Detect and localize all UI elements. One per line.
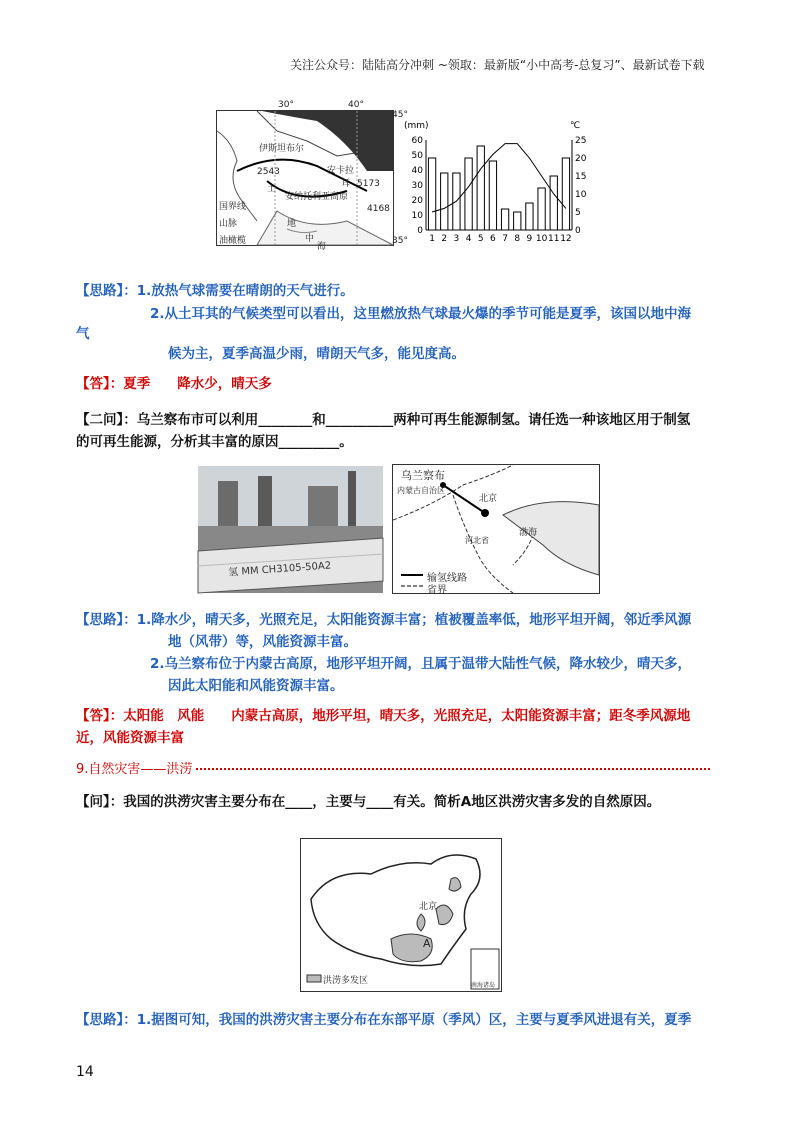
q2-silu-1-text: ：1.降水少，晴天多，光照充足，太阳能资源丰富；植被覆盖率低，地形平坦开阔，邻近季风源 — [123, 612, 692, 628]
precip-bar — [526, 203, 533, 230]
q1-answer: 【答】：夏季 降水少，晴天多 — [76, 376, 272, 392]
month-tick-label: 1 — [429, 234, 435, 244]
neimenggu-label: 内蒙古自治区 — [397, 486, 445, 495]
month-tick-label: 9 — [526, 234, 533, 244]
month-tick-label: 5 — [477, 234, 484, 244]
zhong-label: 中 — [305, 234, 315, 244]
precip-bar — [428, 158, 435, 230]
q2-silu-1 — [76, 610, 691, 630]
turkey-map-drawing — [217, 111, 393, 245]
left-tick-label: 10 — [411, 211, 423, 221]
right-tick-label: 25 — [575, 136, 587, 146]
flood-legend: 洪涝多发区 — [323, 976, 369, 986]
month-tick-label: 8 — [514, 234, 521, 244]
q2-question-1: 【二问】：乌兰察布市可以利用________和__________两种可再生能源制氢。请任选一种该地区用于制氢 — [76, 412, 691, 428]
section-9-title: 9.自然灾害——洪涝 — [76, 762, 196, 777]
q1-silu-tag: 【思路】 — [76, 283, 124, 299]
precip-bar — [562, 158, 569, 230]
q1-silu-1-text: ：1.放热气球需要在晴朗的天气进行。 — [123, 283, 354, 299]
q1-silu-1 — [76, 281, 354, 301]
section-9-heading — [76, 758, 710, 778]
right-tick-label: 0 — [575, 226, 581, 236]
precip-bar — [465, 158, 472, 230]
turkey-map — [216, 110, 394, 252]
precip-bar — [538, 188, 545, 230]
month-tick-label: 2 — [441, 234, 448, 244]
hebei-label: 河北省 — [465, 536, 489, 545]
q2-silu-2: 2.乌兰察布位于内蒙古高原，地形平坦开阔，且属于温带大陆性气候，降水较少，晴天多， — [150, 656, 692, 672]
q2-question-2: 的可再生能源，分析其丰富的原因_________。 — [76, 434, 353, 450]
q2-silu-2b: 因此太阳能和风能资源丰富。 — [168, 678, 344, 694]
month-tick-label: 12 — [560, 234, 572, 244]
china-flood-map — [300, 838, 502, 992]
q2-silu-1b: 地（风带）等，风能资源丰富。 — [168, 634, 357, 650]
peak-4168: 4168 — [367, 204, 390, 214]
page-number: 14 — [76, 1064, 94, 1080]
right-tick-label: 15 — [575, 172, 587, 182]
bohai-label: 渤海 — [519, 528, 538, 538]
ankara-label: 安卡拉 — [327, 166, 355, 176]
q3-question: 【问】：我国的洪涝灾害主要分布在____，主要与____有关。简析A地区洪涝灾害多发的自然原因。 — [76, 794, 661, 810]
precip-bar — [477, 146, 484, 230]
lon-40: 40° — [348, 100, 364, 110]
month-tick-label: 3 — [453, 234, 460, 244]
precip-bar — [489, 161, 496, 230]
temperature-line — [432, 144, 566, 212]
legend-province-border: 省界 — [427, 585, 447, 596]
lat-45: 45° — [392, 110, 408, 120]
q2-silu-tag: 【思路】 — [76, 612, 124, 628]
month-tick-label: 11 — [548, 234, 560, 244]
peak-2543: 2543 — [257, 167, 280, 177]
q3-silu-1-text: ：1.据图可知，我国的洪涝灾害主要分布在东部平原（季风）区，主要与夏季风进退有关，夏季 — [123, 1012, 692, 1028]
lon-30: 30° — [278, 100, 294, 110]
legend-hydrogen-line: 输氢线路 — [427, 573, 467, 584]
tu-label: 土 — [267, 184, 277, 194]
precip-bar — [514, 212, 521, 230]
q2-answer-1: 【答】：太阳能 风能 内蒙古高原，地形平坦，晴天多，光照充足，太阳能资源丰富；距冬季风源地 — [76, 708, 691, 724]
q1-silu-2b: 气 — [76, 326, 90, 342]
q3-silu-1 — [76, 1010, 691, 1030]
lat-35: 35° — [392, 236, 408, 246]
right-unit-label: ℃ — [570, 121, 581, 131]
wulanchabu-label: 乌兰察布 — [401, 469, 445, 482]
page-header: 关注公众号：陆陆高分冲刺 ~领取：最新版“小中高考-总复习”、最新试卷下载 — [290, 58, 705, 72]
month-tick-label: 6 — [490, 234, 496, 244]
left-tick-label: 50 — [411, 151, 423, 161]
right-tick-label: 10 — [575, 190, 587, 200]
precip-bar — [501, 209, 508, 230]
di-label: 地 — [287, 219, 297, 229]
left-tick-label: 40 — [411, 166, 423, 176]
left-tick-label: 60 — [411, 136, 423, 146]
left-tick-label: 0 — [417, 226, 423, 236]
beijing-label: 北京 — [479, 494, 498, 504]
q1-silu-3: 候为主，夏季高温少雨，晴朗天气多，能见度高。 — [168, 346, 465, 362]
precip-bar — [550, 176, 557, 230]
month-tick-label: 7 — [502, 234, 508, 244]
hai-label: 海 — [317, 242, 327, 252]
region-a-label: A — [423, 937, 431, 950]
china-beijing-label: 北京 — [419, 902, 438, 912]
pipe-marking: 氢 MM CH3105-50A2 — [227, 560, 332, 579]
plateau-label: 安纳托利亚高原 — [285, 192, 349, 202]
precip-bar — [441, 173, 448, 230]
month-tick-label: 10 — [535, 234, 548, 244]
q3-silu-tag: 【思路】 — [76, 1012, 124, 1028]
month-tick-label: 4 — [465, 234, 472, 244]
right-tick-label: 5 — [575, 208, 581, 218]
china-map-drawing — [301, 839, 501, 991]
er-label: 耳 — [341, 179, 351, 189]
istanbul-label: 伊斯坦布尔 — [259, 144, 305, 154]
left-tick-label: 20 — [411, 196, 423, 206]
climate-chart-svg — [400, 118, 600, 246]
legend-oil: 油橄榄 — [219, 236, 247, 246]
peak-5173: 5173 — [357, 179, 380, 189]
q2-answer-2: 近，风能资源丰富 — [76, 730, 184, 746]
south-sea-inset-label: 南海诸岛 — [471, 982, 496, 989]
hydrogen-plant-photo — [198, 466, 383, 593]
legend-border: 国界线 — [219, 202, 247, 212]
left-unit-label: (mm) — [404, 121, 429, 131]
climate-chart — [400, 118, 600, 246]
wulanchabu-map — [392, 464, 600, 594]
right-tick-label: 20 — [575, 154, 587, 164]
left-tick-label: 30 — [411, 181, 423, 191]
legend-mountain: 山脉 — [219, 219, 238, 229]
q1-silu-2: 2.从土耳其的气候类型可以看出，这里燃放热气球最火爆的季节可能是夏季，该国以地中海 — [150, 306, 692, 322]
